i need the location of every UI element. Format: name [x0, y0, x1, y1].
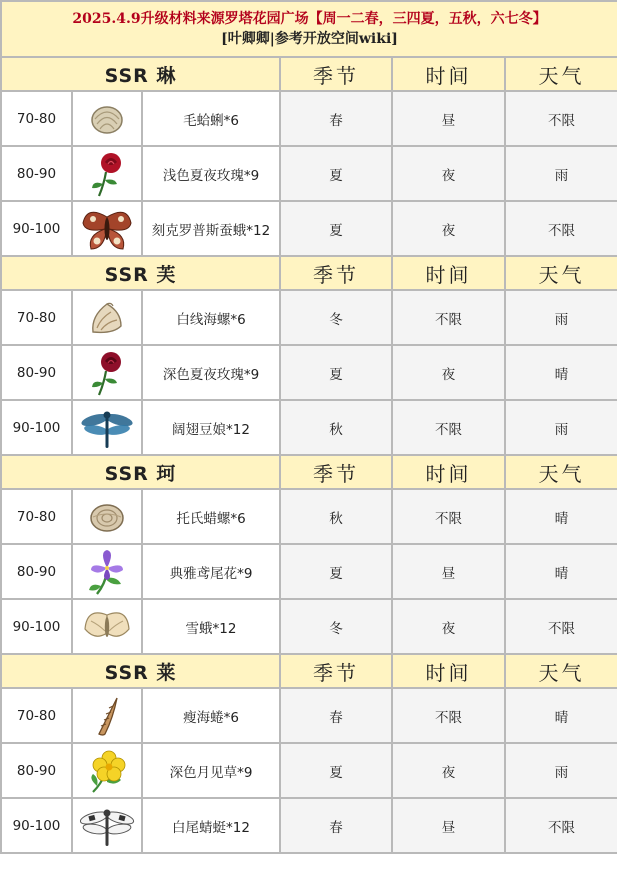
level-range: 80-90: [1, 345, 72, 400]
time-value: 夜: [392, 599, 505, 654]
material-name: 浅色夏夜玫瑰*9: [142, 146, 280, 201]
season-value: 春: [280, 688, 392, 743]
item-icon-cell: [72, 489, 142, 544]
snow-moth-icon: [73, 605, 141, 649]
table-row: [1, 544, 617, 599]
weather-value: 晴: [505, 489, 617, 544]
level-range: 80-90: [1, 146, 72, 201]
round-shell-icon: [73, 497, 141, 537]
weather-value: 不限: [505, 201, 617, 256]
material-name: 刻克罗普斯蚕蛾*12: [142, 201, 280, 256]
time-value: 夜: [392, 146, 505, 201]
time-value: 夜: [392, 345, 505, 400]
weather-value: 晴: [505, 688, 617, 743]
weather-value: 不限: [505, 599, 617, 654]
weather-column-header: 天气: [505, 455, 617, 489]
time-column-header: 时间: [392, 256, 505, 290]
material-name: 白线海螺*6: [142, 290, 280, 345]
weather-value: 晴: [505, 345, 617, 400]
time-value: 不限: [392, 400, 505, 455]
weather-column-header: 天气: [505, 256, 617, 290]
table-row: [1, 743, 617, 798]
season-value: 春: [280, 798, 392, 853]
season-column-header: 季节: [280, 654, 392, 688]
section-header: [1, 256, 617, 290]
time-column-header: 时间: [392, 57, 505, 91]
weather-column-header: 天气: [505, 57, 617, 91]
time-column-header: 时间: [392, 455, 505, 489]
season-column-header: 季节: [280, 57, 392, 91]
table-row: [1, 400, 617, 455]
weather-value: 雨: [505, 743, 617, 798]
level-range: 90-100: [1, 798, 72, 853]
item-icon-cell: [72, 688, 142, 743]
table-row: [1, 599, 617, 654]
item-icon-cell: [72, 345, 142, 400]
season-value: 夏: [280, 544, 392, 599]
table-row: [1, 345, 617, 400]
level-range: 70-80: [1, 91, 72, 146]
season-value: 夏: [280, 146, 392, 201]
season-value: 秋: [280, 400, 392, 455]
item-icon-cell: [72, 544, 142, 599]
dark-rose-icon: [73, 349, 141, 397]
material-name: 白尾蜻蜓*12: [142, 798, 280, 853]
weather-value: 雨: [505, 146, 617, 201]
season-column-header: 季节: [280, 256, 392, 290]
time-value: 不限: [392, 688, 505, 743]
season-value: 秋: [280, 489, 392, 544]
season-value: 夏: [280, 345, 392, 400]
level-range: 80-90: [1, 743, 72, 798]
character-name: SSR 琳: [1, 57, 280, 91]
level-range: 70-80: [1, 489, 72, 544]
title-line-1: 2025.4.9升级材料来源罗塔花园广场【周一二春，三四夏，五秋，六七冬】: [72, 11, 547, 27]
material-name: 毛蛤蜊*6: [142, 91, 280, 146]
season-value: 春: [280, 91, 392, 146]
item-icon-cell: [72, 400, 142, 455]
item-icon-cell: [72, 599, 142, 654]
level-range: 70-80: [1, 290, 72, 345]
white-tailed-dragonfly-icon: [73, 804, 141, 848]
item-icon-cell: [72, 146, 142, 201]
table-row: [1, 146, 617, 201]
time-value: 不限: [392, 489, 505, 544]
material-name: 瘦海蜷*6: [142, 688, 280, 743]
time-value: 不限: [392, 290, 505, 345]
character-name: SSR 芙: [1, 256, 280, 290]
table-row: [1, 798, 617, 853]
item-icon-cell: [72, 91, 142, 146]
material-name: 深色夏夜玫瑰*9: [142, 345, 280, 400]
material-name: 托氏蜡螺*6: [142, 489, 280, 544]
table-row: [1, 201, 617, 256]
moth-icon: [73, 205, 141, 253]
season-value: 冬: [280, 290, 392, 345]
item-icon-cell: [72, 201, 142, 256]
weather-value: 雨: [505, 400, 617, 455]
table-row: [1, 91, 617, 146]
material-name: 深色月见草*9: [142, 743, 280, 798]
weather-column-header: 天气: [505, 654, 617, 688]
section-header: [1, 654, 617, 688]
red-rose-icon: [73, 150, 141, 198]
level-range: 70-80: [1, 688, 72, 743]
table-row: [1, 290, 617, 345]
table-title: [1, 1, 617, 57]
time-value: 昼: [392, 798, 505, 853]
weather-value: 晴: [505, 544, 617, 599]
material-name: 雪蛾*12: [142, 599, 280, 654]
section-header: [1, 455, 617, 489]
dragonfly-icon: [73, 406, 141, 450]
weather-value: 不限: [505, 91, 617, 146]
level-range: 80-90: [1, 544, 72, 599]
time-column-header: 时间: [392, 654, 505, 688]
table-row: [1, 688, 617, 743]
auger-shell-icon: [73, 694, 141, 738]
item-icon-cell: [72, 743, 142, 798]
level-range: 90-100: [1, 400, 72, 455]
level-range: 90-100: [1, 599, 72, 654]
iris-flower-icon: [73, 548, 141, 596]
title-line-2: [叶卿卿|参考开放空间wiki]: [221, 31, 398, 47]
yellow-primrose-icon: [73, 748, 141, 794]
character-name: SSR 莱: [1, 654, 280, 688]
item-icon-cell: [72, 798, 142, 853]
spiral-shell-icon: [73, 298, 141, 338]
material-name: 阔翅豆娘*12: [142, 400, 280, 455]
time-value: 夜: [392, 201, 505, 256]
material-name: 典雅鸢尾花*9: [142, 544, 280, 599]
time-value: 昼: [392, 544, 505, 599]
time-value: 昼: [392, 91, 505, 146]
clam-shell-icon: [73, 99, 141, 139]
season-value: 夏: [280, 743, 392, 798]
level-range: 90-100: [1, 201, 72, 256]
season-column-header: 季节: [280, 455, 392, 489]
time-value: 夜: [392, 743, 505, 798]
season-value: 冬: [280, 599, 392, 654]
weather-value: 不限: [505, 798, 617, 853]
table-row: [1, 489, 617, 544]
item-icon-cell: [72, 290, 142, 345]
season-value: 夏: [280, 201, 392, 256]
weather-value: 雨: [505, 290, 617, 345]
section-header: [1, 57, 617, 91]
character-name: SSR 珂: [1, 455, 280, 489]
